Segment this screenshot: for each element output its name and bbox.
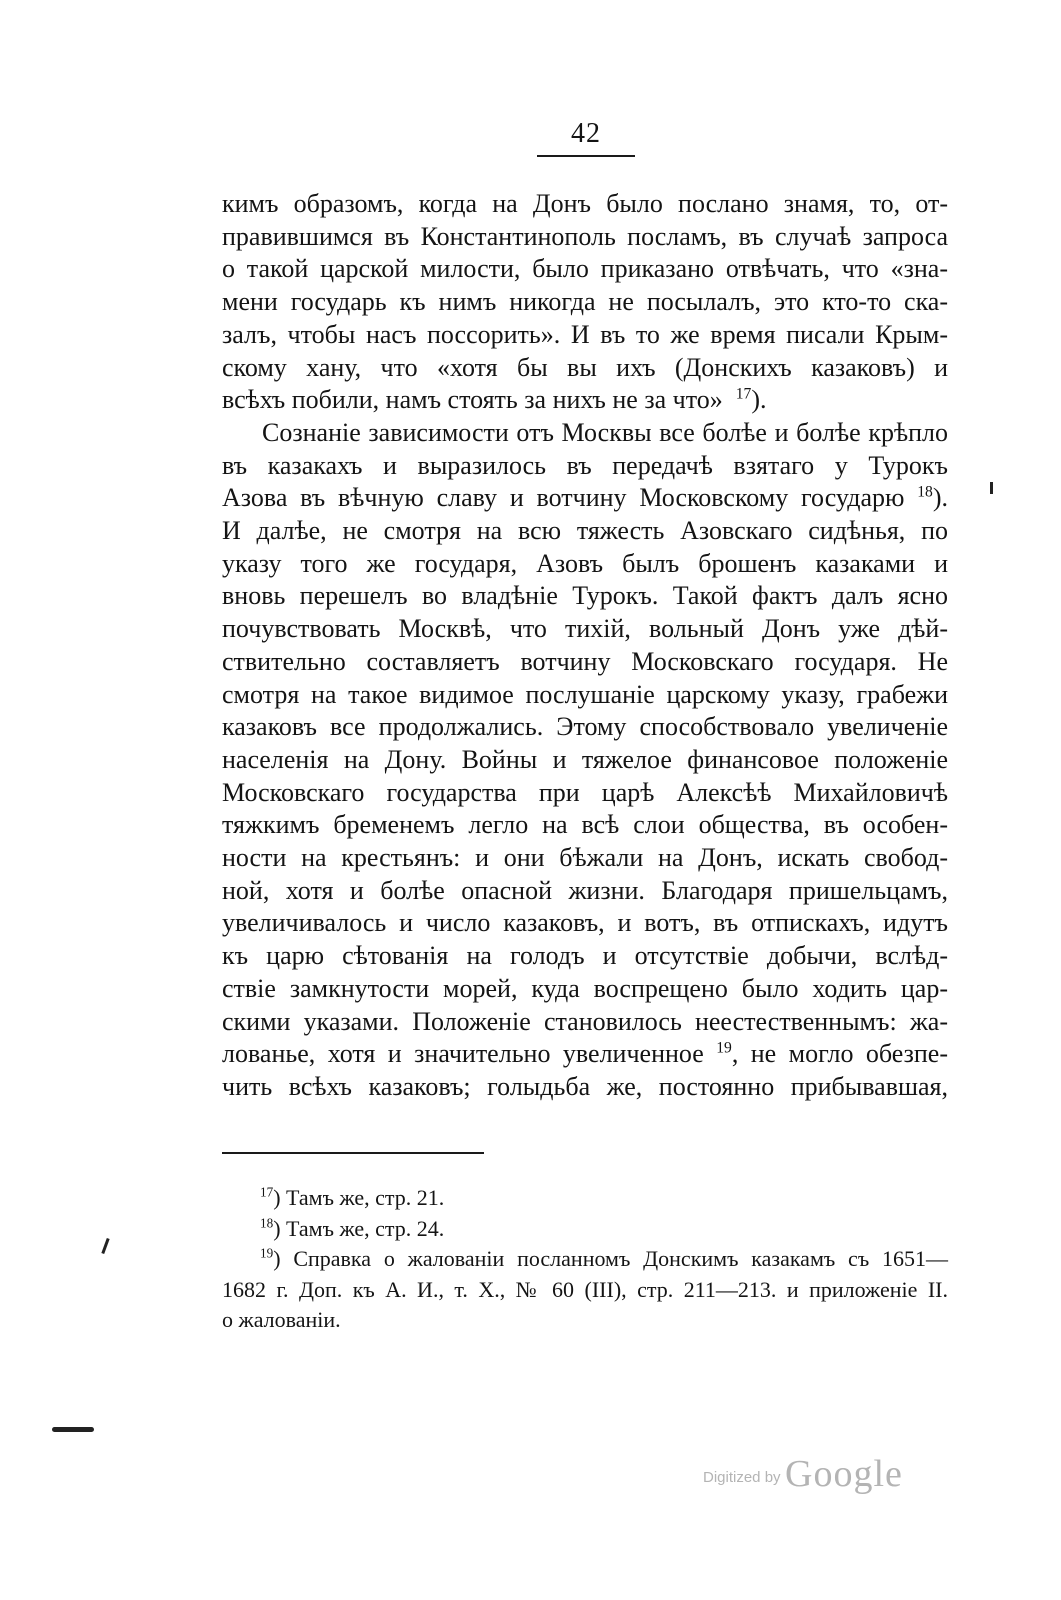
footnote-text: ) Тамъ же, стр. 24. [273,1215,445,1241]
stamp-logo: Google [785,1453,903,1495]
text-line: тяжкимъ бременемъ легло на всѣ слои общества, въ особен- [222,810,948,840]
scan-mark [101,1238,109,1254]
text-line: почувствовать Москвѣ, что тихій, вольный Донъ уже дѣй- [222,614,948,644]
text-line: ной, хотя и болѣе опасной жизни. Благодаря пришельцамъ, [222,875,948,905]
footnotes [222,1183,948,1336]
text-segment: лованье, хотя и значительно увеличенное [222,1039,704,1069]
text-line [222,384,948,417]
text-line: увеличивалось и число казаковъ, и вотъ, въ отпискахъ, идутъ [222,908,948,938]
text-line: ности на крестьянъ: и они бѣжали на Донъ, искать свобод- [222,843,948,873]
text-line: И далѣе, не смотря на всю тяжесть Азовскаго сидѣнья, по [222,516,948,546]
page-number: 42 [571,118,601,149]
text-line: въ казакахъ и выразилось въ передачѣ взятаго у Турокъ [222,450,948,480]
text-line: кимъ образомъ, когда на Донъ было послано знамя, то, от- [222,189,948,218]
text-segment: ). [932,483,949,513]
scan-mark [52,1427,94,1432]
text-line: ствіе замкнутости морей, куда воспрещено было ходить цар- [222,973,948,1003]
stamp-prefix: Digitized by [703,1469,781,1486]
text-segment: Азова въ вѣчную славу и вотчину Московскому государю [222,483,905,513]
text-line: мени государь къ нимъ никогда не посылалъ, это кто-то ска- [222,287,948,317]
text-line: казаковъ все продолжались. Этому способствовало увеличеніе [222,712,948,742]
text-segment: всѣхъ побили, намъ стоять за нихъ не за что» [222,385,723,415]
text-line: чить всѣхъ казаковъ; голыдьба же, постоянно прибывавшая, [222,1071,948,1101]
page-number-rule [537,155,635,157]
footnote-rule [222,1152,484,1154]
text-line: о такой царской милости, было приказано отвѣчать, что «зна- [222,254,948,284]
scan-mark [990,482,993,494]
text-segment: , не могло обезпе- [731,1039,949,1069]
footnote-text: ) Справка о жалованіи посланномъ Донскимъ казакамъ съ 1651— [273,1246,948,1271]
footnote-mark: 18 [260,1215,274,1231]
text-line: населенія на Дону. Войны и тяжелое финансовое положеніе [222,744,948,774]
text-line: скими указами. Положеніе становилось неестественнымъ: жа- [222,1006,948,1036]
footnote-mark: 17 [260,1184,274,1200]
footnote-ref: 17 [735,385,752,403]
text-line: ствительно составляетъ вотчину Московскаго государя. Не [222,646,948,676]
text-line: смотря на такое видимое послушаніе царскому указу, грабежи [222,679,948,709]
footnote-19-continued: о жалованіи. [222,1307,341,1332]
text-line: правившимся въ Константинополь посламъ, въ случаѣ запроса [222,221,948,251]
text-line: Сознаніе зависимости отъ Москвы все болѣе и болѣе крѣпло [262,417,948,447]
body-text [222,188,948,1104]
text-segment: ). [751,385,767,415]
text-line: вновь перешелъ во владѣніе Турокъ. Такой фактъ далъ ясно [222,581,948,611]
footnote-18 [222,1214,948,1245]
footnote-ref: 18 [917,483,933,501]
text-line [222,1038,948,1071]
text-line: Московскаго государства при царѣ Алексѣѣ Михайловичѣ [222,777,948,807]
footnote-19 [222,1244,948,1275]
digitized-stamp [703,1452,923,1498]
footnote-text: ) Тамъ же, стр. 21. [273,1185,445,1210]
footnote-mark: 19 [260,1245,274,1261]
text-line: скому хану, что «хотя бы вы ихъ (Донскихъ казаковъ) и [222,352,948,382]
footnote-ref: 19 [716,1039,732,1057]
footnote-17 [222,1183,948,1214]
text-line [222,482,948,515]
text-line: къ царю сѣтованія на голодъ и отсутствіе добычи, вслѣд- [222,941,948,971]
footnote-19-continued: 1682 г. Доп. къ А. И., т. X., № 60 (III), стр. 211—213. и приложеніе II. [222,1276,948,1302]
text-line: указу того же государя, Азовъ былъ брошенъ казаками и [222,548,948,578]
text-line: залъ, чтобы насъ поссорить». И въ то же время писали Крым- [222,319,948,349]
